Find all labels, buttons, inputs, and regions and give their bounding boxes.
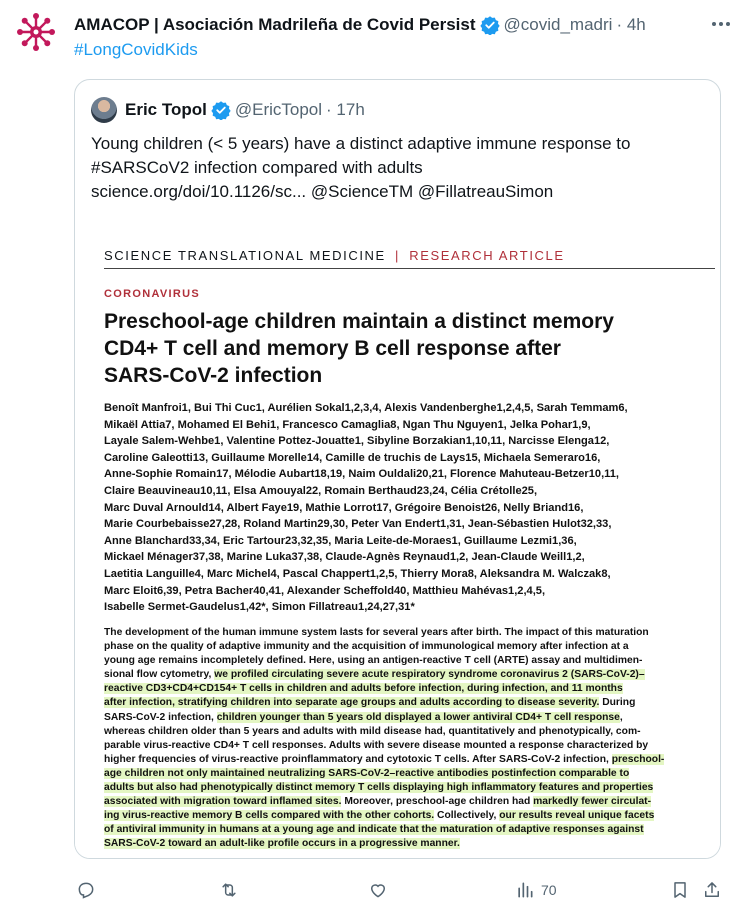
quoted-text-line[interactable]: science.org/doi/10.1126/sc... @ScienceTM @FillatreauSimon xyxy=(91,182,554,201)
author-line: Mickael Ménager37,38, Marine Luka37,38, Claude-Agnès Reynaud1,2, Jean-Claude Weill1,2, xyxy=(104,551,585,564)
highlighted-text: after infection, stratifying children into separate age groups and adults according to disease severity. xyxy=(104,697,600,709)
abstract-text: SARS-CoV-2 infection, xyxy=(104,711,217,723)
author-handle[interactable]: @covid_madri xyxy=(503,15,613,34)
author-line: Layale Salem-Wehbe1, Valentine Pottez-Jouatte1, Sibyline Borzakian1,10,11, Narcisse Elenga12, xyxy=(104,435,610,448)
abstract-text: phase on the quality of adaptive immunity and the acquisition of immunological memory after infection at a xyxy=(104,641,629,653)
verified-badge-icon xyxy=(211,100,231,120)
reply-button[interactable] xyxy=(76,872,96,908)
bookmark-button[interactable] xyxy=(670,872,690,908)
highlighted-text: ing virus-reactive memory B cells compared with the other cohorts. xyxy=(104,810,435,822)
article-category: CORONAVIRUS xyxy=(104,288,200,300)
views-count: 70 xyxy=(541,882,557,898)
abstract-line xyxy=(104,739,715,753)
retweet-icon xyxy=(219,880,239,900)
bookmark-icon xyxy=(670,880,690,900)
paper-authors xyxy=(104,400,714,616)
author-line: Mikaël Attia7, Mohamed El Behi1, Francesco Camaglia8, Ngan Thu Nguyen1, Jelka Pohar1,9, xyxy=(104,418,591,431)
paper-title-line: Preschool-age children maintain a distinct memory xyxy=(104,310,614,333)
highlighted-text: markedly fewer circulat- xyxy=(533,796,652,808)
tweet-actions xyxy=(74,872,730,908)
abstract-text: sional flow cytometry, xyxy=(104,669,215,681)
highlighted-text: associated with migration toward inflamed sites. xyxy=(104,796,342,808)
paper-title xyxy=(104,308,704,389)
author-line: Marc Duval Arnould14, Albert Faye19, Mathie Lorrot17, Grégoire Benoist26, Nelly Briand16, xyxy=(104,501,584,514)
highlighted-text: our results reveal unique facets xyxy=(499,810,655,822)
author-line: Isabelle Sermet-Gaudelus1,42*, Simon Fillatreau1,24,27,31* xyxy=(104,601,415,614)
quoted-text-line: Young children (< 5 years) have a distinct adaptive immune response to xyxy=(91,134,631,153)
journal-separator: | xyxy=(395,248,401,263)
abstract-text: young age remains incompletely defined. Here, using an antigen-reactive T cell (ARTE) assay and multidimen- xyxy=(104,655,643,667)
author-line: Anne-Sophie Romain17, Mélodie Aubart18,19, Naim Ouldali20,21, Florence Mahuteau-Betzer10,11, xyxy=(104,468,619,481)
highlighted-text: we profiled circulating severe acute respiratory syndrome coronavirus 2 (SARS-CoV-2)– xyxy=(214,669,645,681)
quoted-text-line: #SARSCoV2 infection compared with adults xyxy=(91,158,423,177)
views-icon xyxy=(515,880,535,900)
views-button[interactable] xyxy=(515,872,557,908)
journal-header xyxy=(104,248,565,263)
quoted-tweet[interactable] xyxy=(74,79,721,859)
amacop-logo-avatar[interactable] xyxy=(16,12,56,52)
abstract-line xyxy=(104,626,715,640)
paper-title-line: CD4+ T cell and memory B cell response after xyxy=(104,337,561,360)
abstract-text: Moreover, preschool-age children had xyxy=(341,796,534,808)
abstract-text: parable virus-reactive CD4+ T cell responses. Adults with severe disease mounted a response characterized by xyxy=(104,739,649,751)
abstract-line xyxy=(104,781,715,795)
quoted-author-name[interactable]: Eric Topol xyxy=(125,100,207,119)
abstract-line xyxy=(104,654,715,668)
quoted-tweet-text xyxy=(91,132,701,204)
abstract-line xyxy=(104,696,715,710)
abstract-line xyxy=(104,711,715,725)
author-line: Claire Beauvineau10,11, Elsa Amouyal22, Romain Berthaud23,24, Célia Crétolle25, xyxy=(104,484,538,497)
quoted-tweet-header xyxy=(91,96,365,124)
tweet-header xyxy=(74,12,738,38)
abstract-text: The development of the human immune system lasts for several years after birth. The impact of this maturation xyxy=(104,627,649,638)
quoted-author-avatar[interactable] xyxy=(91,97,117,123)
abstract-line xyxy=(104,823,715,837)
author-line: Anne Blanchard33,34, Eric Tartour23,32,35, Maria Leite-de-Moraes1, Guillaume Lezmi1,36, xyxy=(104,534,577,547)
abstract-line xyxy=(104,753,715,767)
abstract-line xyxy=(104,668,715,682)
author-line: Marie Courbebaisse27,28, Roland Martin29,30, Peter Van Endert1,31, Jean-Sébastien Hulot32,33, xyxy=(104,518,612,531)
share-button[interactable] xyxy=(702,872,722,908)
more-options-icon[interactable] xyxy=(708,14,734,34)
abstract-text: higher frequencies of virus-reactive proinflammatory and cytotoxic T cells. After SARS-CoV-2 infection, xyxy=(104,753,612,765)
highlighted-text: of antiviral immunity in humans at a young age and indicate that the maturation of adaptive responses against xyxy=(104,824,644,836)
like-button[interactable] xyxy=(368,872,388,908)
tweet-time[interactable]: · 4h xyxy=(616,15,646,34)
highlighted-text: children younger than 5 years old displayed a lower antiviral CD4+ T cell response xyxy=(216,711,620,723)
share-icon xyxy=(702,880,722,900)
abstract-line xyxy=(104,640,715,654)
journal-name: SCIENCE TRANSLATIONAL MEDICINE xyxy=(104,248,386,263)
verified-badge-icon xyxy=(480,15,500,35)
abstract-text: , xyxy=(619,711,623,723)
author-line: Laetitia Languille4, Marc Michel4, Pascal Chappert1,2,5, Thierry Mora8, Aleksandra M. Walczak8, xyxy=(104,567,611,580)
abstract-line xyxy=(104,837,715,851)
abstract-line xyxy=(104,809,715,823)
abstract-line xyxy=(104,795,715,809)
reply-icon xyxy=(76,880,96,900)
retweet-button[interactable] xyxy=(219,872,239,908)
highlighted-text: age children not only maintained neutralizing SARS-CoV-2–reactive antibodies postinfection comparable to xyxy=(104,767,630,779)
article-type: RESEARCH ARTICLE xyxy=(409,248,565,263)
author-line: Benoît Manfroi1, Bui Thi Cuc1, Aurélien Sokal1,2,3,4, Alexis Vandenberghe1,2,4,5, Sarah Temmam6, xyxy=(104,402,628,414)
author-line: Caroline Galeotti13, Guillaume Morelle14, Camille de truchis de Lays15, Michaela Semeraro16, xyxy=(104,451,601,464)
abstract-line xyxy=(104,682,715,696)
quoted-author-handle[interactable]: @EricTopol xyxy=(234,100,323,119)
highlighted-text: SARS-CoV-2 toward an adult-like profile occurs in a progressive manner. xyxy=(104,838,460,850)
quoted-tweet-time[interactable]: · 17h xyxy=(326,100,365,119)
journal-rule xyxy=(104,268,715,269)
abstract-line xyxy=(104,725,715,739)
abstract-text: During xyxy=(599,697,636,709)
highlighted-text: preschool- xyxy=(611,753,665,765)
highlighted-text: adults but also had phenotypically distinct memory T cells displaying high inflammatory features and properties xyxy=(104,782,654,794)
author-name[interactable]: AMACOP | Asociación Madrileña de Covid Persist xyxy=(74,15,476,34)
paper-screenshot-image[interactable] xyxy=(75,228,720,859)
abstract-line xyxy=(104,767,715,781)
author-line: Marc Eloit6,39, Petra Bacher40,41, Alexander Scheffold40, Matthieu Mahévas1,2,4,5, xyxy=(104,584,546,597)
highlighted-text: reactive CD3+CD4+CD154+ T cells in children and adults before infection, during infection, and 11 months xyxy=(104,683,623,695)
paper-abstract xyxy=(104,626,715,852)
hashtag-link[interactable]: #LongCovidKids xyxy=(74,40,198,59)
like-icon xyxy=(368,880,388,900)
abstract-text: Collectively, xyxy=(434,810,500,822)
abstract-text: whereas children older than 5 years and adults with mild disease had, quantitatively and phenotypically, com- xyxy=(104,725,641,737)
paper-title-line: SARS-CoV-2 infection xyxy=(104,364,323,387)
